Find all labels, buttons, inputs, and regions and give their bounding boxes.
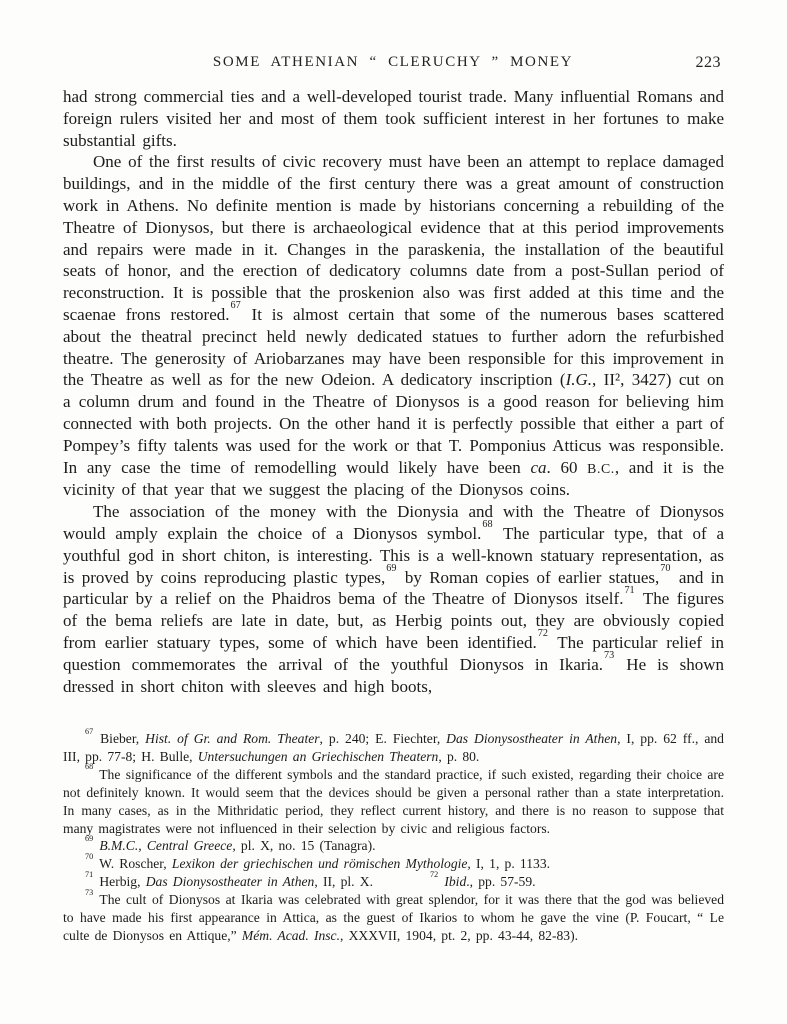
text-run: The cult of Dionysos at Ikaria was celebrated with great splendor, for it was there that the god was believed to have made his first appearance in Attica, as the guest of Ikarios to whom he gave the vine (P. Foucart, “ Le culte de Dionysos en Attique,” [63, 892, 724, 943]
footnote-marker: 73 [85, 887, 94, 897]
text-run: The figures of the bema reliefs are late in date, but, as Herbig points out, they are obviously copied from earlier statuary types, some of which have been identified. [63, 589, 724, 652]
text-run: had strong commercial ties and a well-developed tourist trade. Many influential Romans and foreign rulers visited her and most of them took sufficient interest in her fortunes to make substantial gifts. [63, 87, 724, 150]
text-run: Mém. Acad. Insc. [241, 927, 340, 943]
text-run: Ibid [444, 874, 467, 890]
text-run: I.G. [565, 370, 593, 390]
page-number: 223 [695, 54, 721, 71]
footnote-marker: 68 [85, 762, 94, 772]
footnote-marker: 69 [85, 834, 94, 843]
footnote-marker: 73 [604, 650, 615, 662]
text-run: . 60 [546, 457, 588, 477]
body-paragraph [63, 86, 724, 151]
footnotes [63, 726, 724, 945]
footnote-marker: 69 [386, 562, 397, 574]
body-text [63, 86, 724, 697]
footnote-column-gap [373, 885, 429, 886]
text-run: , and it is the vicinity of that year that we suggest the placing of the Dionysos coins. [63, 457, 724, 500]
footnote-marker: 71 [85, 869, 94, 879]
footnote-marker: 72 [429, 869, 439, 879]
text-run: He is shown dressed in short chiton with sleeves and high boots, [63, 654, 724, 696]
text-run: Bieber, [94, 731, 146, 746]
text-run: , I, 1, p. 1133. [467, 856, 551, 872]
footnote [63, 762, 724, 838]
footnote-marker: 72 [537, 628, 548, 640]
text-run: The particular type, that of a youthful god in short chiton, is interesting. This is a well-known statuary representation, as is proved by coins reproducing plastic types, [63, 523, 724, 587]
text-run: , pl. X, no. 15 (Tanagra). [232, 838, 376, 854]
text-run: B.M.C., Central Greece [99, 838, 233, 854]
text-run: ca [530, 457, 547, 477]
footnote [63, 887, 724, 945]
text-run: Das Dionysostheater in Athen [446, 731, 618, 746]
body-paragraph [63, 151, 724, 501]
text-run: One of the first results of civic recovery must have been an attempt to replace damaged buildings, and in the middle of the first century there was a great amount of construction work in Athens. No definite mention is made by historians concerning a rebuilding of the Theatre of Dionysos, but there is archaeological evidence that at this period improvements and repairs were made in it. Changes in the paraskenia, the installation of the beautiful seats of honor, and the erection of dedicatory columns date from a post-Sullan period of reconstruction. It is possible that the proskenion also was first added at this time and the scaenae frons restored. [63, 152, 724, 324]
text-run: by Roman copies of earlier statues, [397, 567, 660, 587]
footnote-marker: 67 [230, 300, 241, 312]
page-header [63, 54, 723, 74]
running-title: SOME ATHENIAN “ CLERUCHY ” MONEY [212, 54, 574, 70]
text-run: ., pp. 57-59. [466, 874, 536, 890]
text-run: W. Roscher, [94, 856, 172, 872]
text-run: It is almost certain that some of the numerous bases scattered about the theatral precinct held newly dedicated statues to further adorn the refurbished theatre. The generosity of Ariobarzanes may have been responsible for this improvement in the Theatre as well as for the new Odeion. A dedicatory inscription ( [63, 304, 724, 390]
footnote [63, 851, 724, 873]
text-run: , p. 80. [438, 748, 480, 764]
text-run: , p. 240; E. Fiechter, [319, 731, 447, 746]
footnote-marker: 70 [85, 851, 94, 861]
text-run: The significance of the different symbols and the standard practice, if such existed, regarding their choice are not definitely known. It would seem that the devices should be given a personal rather than a state interpretation. In many cases, as in the Mithridatic period, they reflect current history, and there is no reason to suppose that many magistrates were not influenced in their selection by civic and religious factors. [63, 766, 724, 836]
text-run: Untersuchungen an Griechischen Theatern [197, 748, 439, 764]
text-run: The association of the money with the Dionysia and with the Theatre of Dionysos would amply explain the choice of a Dionysos symbol. [63, 502, 724, 543]
text-run: , II, pl. X. [314, 874, 373, 890]
footnote-marker: 68 [482, 519, 493, 531]
text-run: Lexikon der griechischen und römischen Mythologie [171, 856, 468, 872]
footnote-marker: 67 [85, 726, 94, 736]
text-run: Herbig, [94, 874, 146, 890]
footnote-marker: 71 [624, 584, 635, 596]
text-run: , XXXVII, 1904, pt. 2, pp. 43-44, 82-83). [340, 927, 579, 943]
text-run: , I, pp. 62 ff., and III, pp. 77-8; H. Bulle, [63, 731, 724, 764]
footnote-marker: 70 [660, 562, 671, 574]
text-run: B.C. [587, 460, 615, 476]
text-run: Hist. of Gr. and Rom. Theater [145, 731, 320, 746]
text-run: and in particular by a relief on the Phaidros bema of the Theatre of Dionysos itself. [63, 567, 724, 609]
text-run: , II², 3427) cut on a column drum and found in the Theatre of Dionysos is a good reason for believing him connected with both projects. On the other hand it is perfectly possible that either a part of Pompey’s fifty talents was used for the work or that T. Pomponius Atticus was responsible. In any case the time of remodelling would likely have been [63, 370, 724, 477]
footnote [63, 869, 724, 891]
footnote [63, 834, 724, 855]
body-paragraph [63, 501, 724, 697]
footnote [63, 726, 724, 766]
text-run: Das Dionysostheater in Athen [145, 874, 315, 890]
text-run: The particular relief in question commemorates the arrival of the youthful Dionysos in Ikaria. [63, 632, 724, 674]
